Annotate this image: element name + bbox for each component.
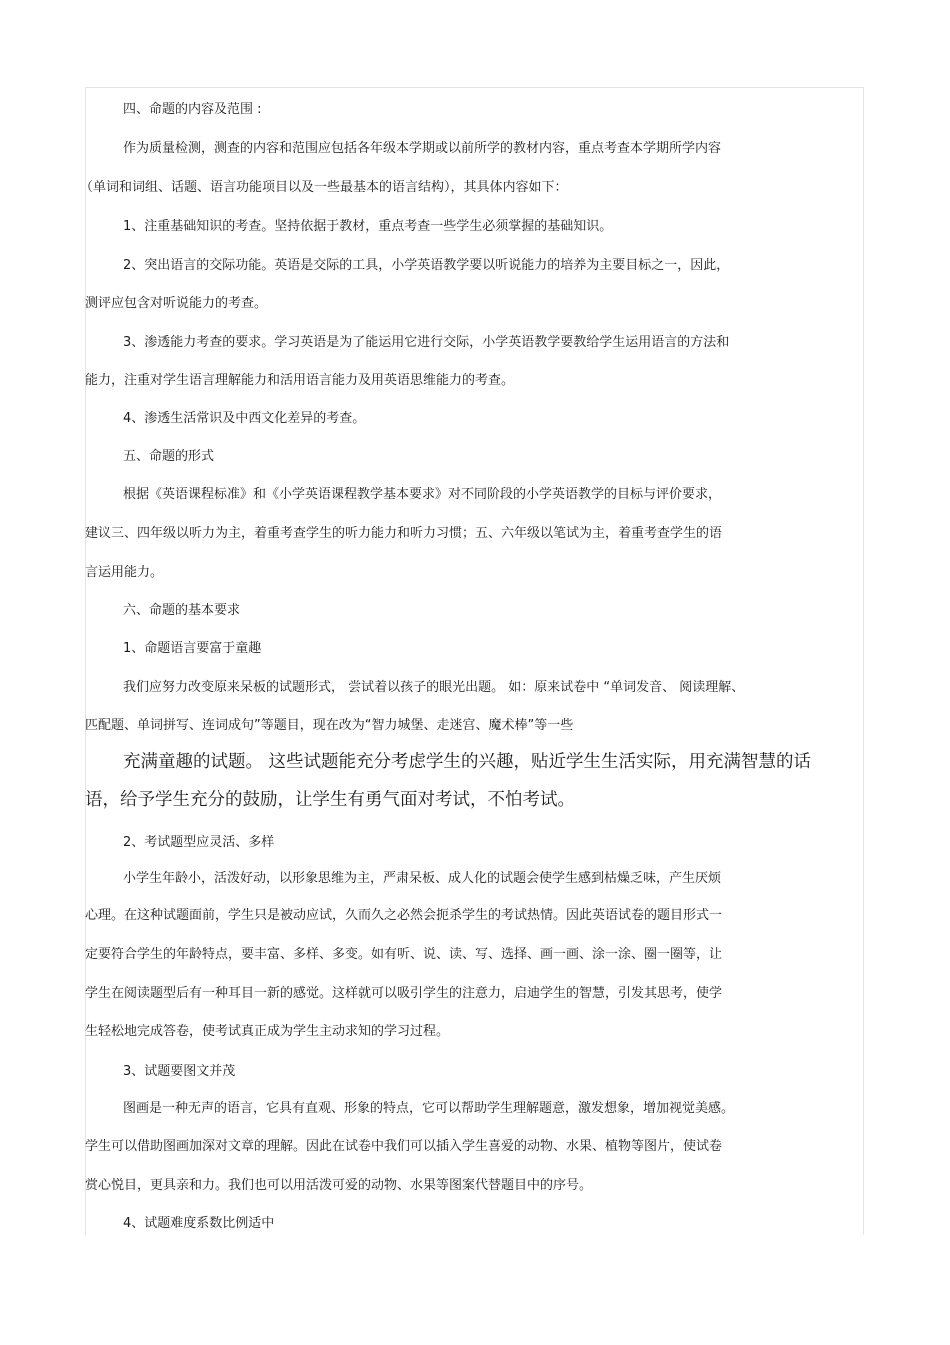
section-5-heading: 五、命题的形式 [123, 449, 215, 464]
paragraph-line: 心理。在这种试题面前，学生只是被动应试，久而久之必然会扼杀学生的考试热情。因此英语试卷的题目形式一 [85, 908, 723, 923]
subsection-title: 1、命题语言要富于童趣 [123, 641, 262, 656]
paragraph-line: 建议三、四年级以听力为主，着重考查学生的听力能力和听力习惯；五、六年级以笔试为主，着重考查学生的语 [85, 526, 723, 541]
list-item: 4、渗透生活常识及中西文化差异的考查。 [123, 411, 366, 426]
paragraph-line-large: 语，给予学生充分的鼓励，让学生有勇气面对考试，不怕考试。 [85, 790, 575, 810]
subsection-title: 2、考试题型应灵活、多样 [123, 835, 275, 850]
paragraph-line-large: 充满童趣的试题。 这些试题能充分考虑学生的兴趣，贴近学生生活实际，用充满智慧的话 [123, 752, 812, 772]
paragraph-line: 根据《英语课程标准》和《小学英语课程教学基本要求》对不同阶段的小学英语教学的目标与评价要求， [123, 487, 722, 502]
paragraph-line: 测评应包含对听说能力的考查。 [85, 296, 268, 311]
paragraph-line: 赏心悦目，更具亲和力。我们也可以用活泼可爱的动物、水果等图案代替题目中的序号。 [85, 1178, 593, 1193]
section-4-heading: 四、命题的内容及范围 : [123, 102, 262, 117]
paragraph-line: 作为质量检测，测查的内容和范围应包括各年级本学期或以前所学的教材内容，重点考查本学期所学内容 [123, 141, 722, 156]
list-item: 3、渗透能力考查的要求。学习英语是为了能运用它进行交际，小学英语教学要教给学生运用语言的方法和 [123, 335, 730, 350]
paragraph-line: 定要符合学生的年龄特点，要丰富、多样、多变。如有听、说、读、写、选择、画一画、涂一涂、圈一圈等，让 [85, 947, 723, 962]
section-6-heading: 六、命题的基本要求 [123, 603, 241, 618]
paragraph-line: 小学生年龄小，活泼好动，以形象思维为主，严肃呆板、成人化的试题会使学生感到枯燥乏味，产生厌烦 [123, 871, 722, 886]
paragraph-line: 言运用能力。 [85, 565, 164, 580]
list-item: 1、注重基础知识的考查。坚持依据于教材，重点考查一些学生必须掌握的基础知识。 [123, 219, 613, 234]
paragraph-line: 学生在阅读题型后有一种耳目一新的感觉。这样就可以吸引学生的注意力，启迪学生的智慧，引发其思考，使学 [85, 986, 723, 1001]
paragraph-line: 生轻松地完成答卷，使考试真正成为学生主动求知的学习过程。 [85, 1024, 450, 1039]
subsection-title: 4、试题难度系数比例适中 [123, 1216, 275, 1231]
list-item: 2、突出语言的交际功能。英语是交际的工具，小学英语教学要以听说能力的培养为主要目标之一，因此， [123, 258, 730, 273]
paragraph-line: 能力，注重对学生语言理解能力和活用语言能力及用英语思维能力的考查。 [85, 373, 515, 388]
subsection-title: 3、试题要图文并茂 [123, 1064, 236, 1079]
paragraph-line: 学生可以借助图画加深对文章的理解。因此在试卷中我们可以插入学生喜爱的动物、水果、植物等图片，使试卷 [85, 1139, 723, 1154]
paragraph-line: 匹配题、单词拼写、连词成句”等题目，现在改为“智力城堡、走迷宫、魔术棒”等一些 [85, 718, 574, 733]
paragraph-line: 图画是一种无声的语言，它具有直观、形象的特点，它可以帮助学生理解题意，激发想象，增加视觉美感。 [123, 1101, 735, 1116]
paragraph-line: 我们应努力改变原来呆板的试题形式， 尝试着以孩子的眼光出题。 如：原来试卷中 “单词发音、 阅读理解、 [123, 680, 745, 695]
paragraph-line: （单词和词组、话题、语言功能项目以及一些最基本的语言结构），其具体内容如下： [80, 180, 568, 195]
